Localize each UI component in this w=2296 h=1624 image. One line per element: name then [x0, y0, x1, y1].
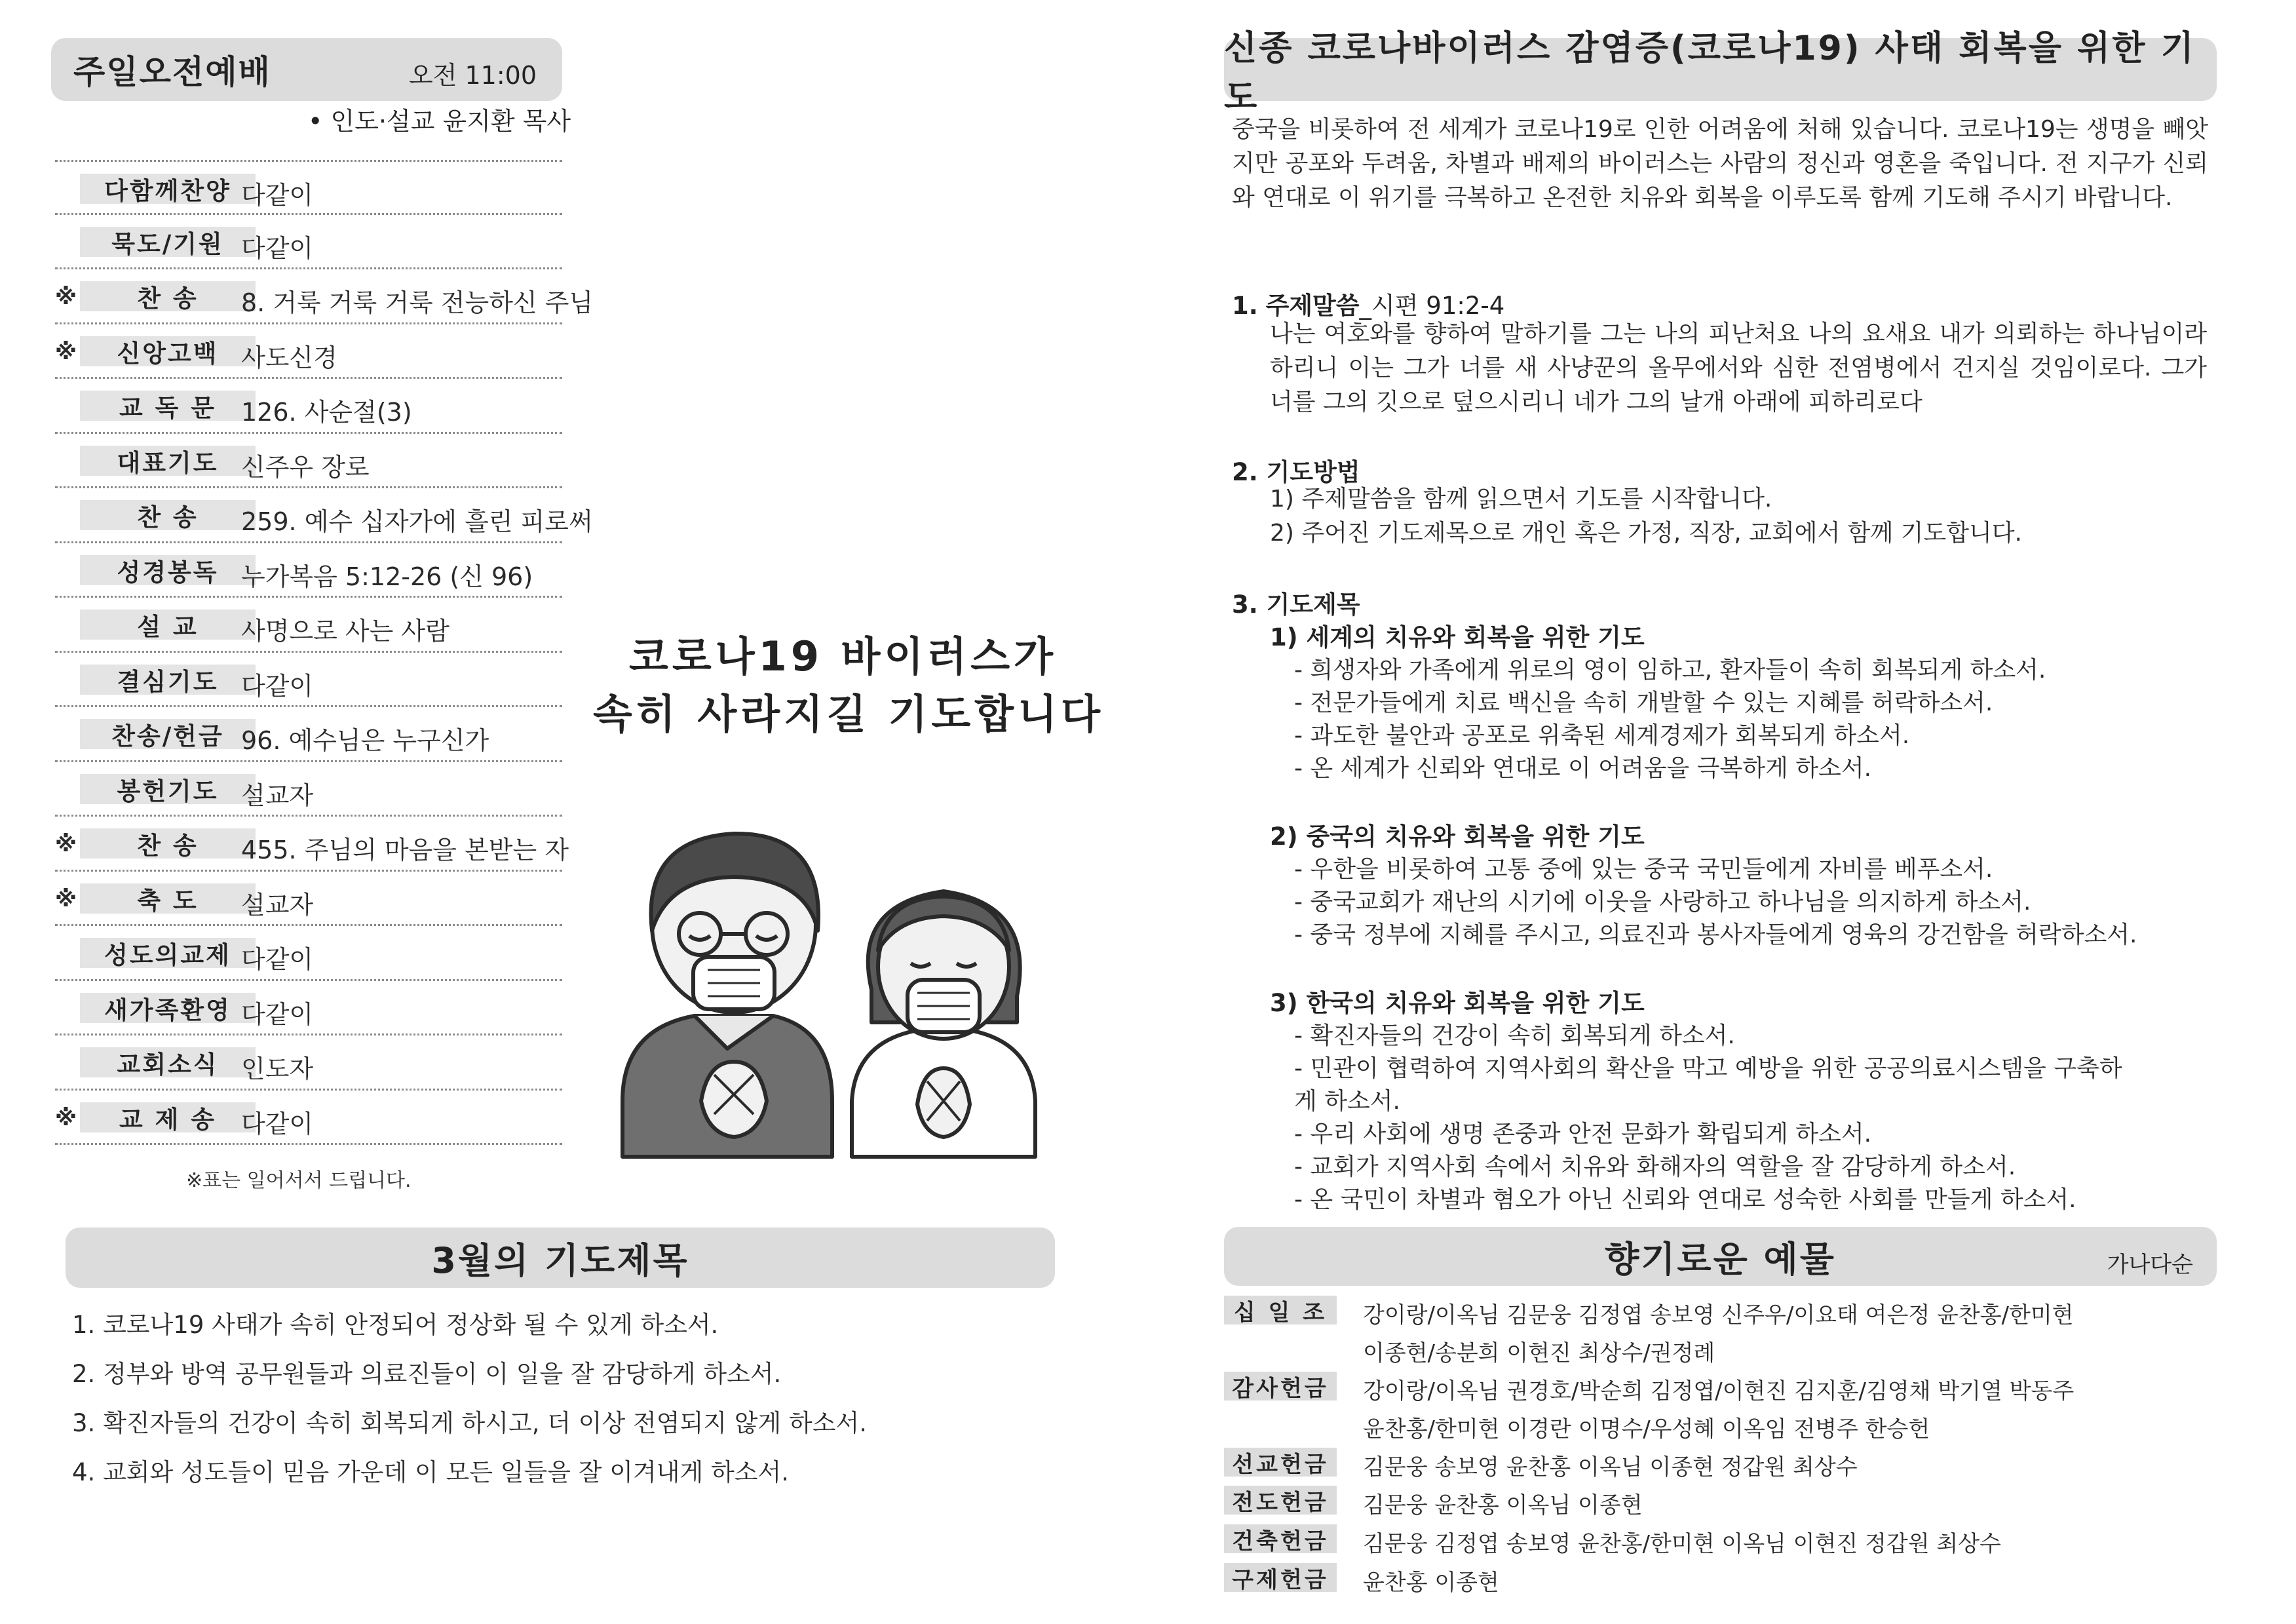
order-label: 봉헌기도 — [80, 774, 256, 804]
offering-label: 구제헌금 — [1224, 1563, 1337, 1592]
order-row — [55, 653, 562, 708]
order-label: 교회소식 — [80, 1047, 256, 1077]
subsection-china: 2) 중국의 치유와 회복을 위한 기도 — [1270, 822, 1645, 851]
standing-mark: ※ — [55, 338, 77, 365]
order-value: 다같이 — [241, 181, 314, 210]
sort-order-note: 가나다순 — [2107, 1252, 2193, 1278]
offering-label: 감사헌금 — [1224, 1372, 1337, 1401]
section-title: 3. 기도제목 — [1232, 590, 1360, 619]
prayer-bullet: - 중국 정부에 지혜를 주시고, 의료진과 봉사자들에게 영육의 강건함을 허락하소서. — [1294, 921, 2137, 948]
order-row — [55, 215, 562, 270]
offering-names: 김문웅 김정엽 송보영 윤찬홍/한미현 이옥님 이현진 정갑원 최상수 — [1363, 1531, 2001, 1557]
order-value: 신주우 장로 — [241, 452, 370, 482]
order-label: 결심기도 — [80, 665, 256, 695]
order-row — [55, 817, 569, 872]
offering-names: 김문웅 윤찬홍 이옥님 이종현 — [1363, 1492, 1643, 1518]
prayer-bullet: - 확진자들의 건강이 속히 회복되게 하소서. — [1294, 1022, 1735, 1049]
order-label: 찬 송 — [80, 828, 256, 859]
order-label: 성도의교제 — [80, 938, 256, 968]
praying-girl — [852, 891, 1035, 1157]
order-label: 다함께찬양 — [80, 174, 256, 204]
order-value: 다같이 — [241, 945, 314, 974]
order-label: 묵도/기원 — [80, 227, 256, 257]
order-label: 찬 송 — [80, 500, 256, 530]
banner-line-2: 속히 사라지길 기도합니다 — [593, 690, 1104, 738]
order-row — [55, 707, 562, 762]
order-row — [55, 872, 562, 927]
list-item: 4. 교회와 성도들이 믿음 가운데 이 모든 일들을 잘 이겨내게 하소서. — [72, 1458, 789, 1486]
standing-note: ※표는 일어서서 드립니다. — [186, 1169, 411, 1192]
prayer-bullet: - 교회가 지역사회 속에서 치유와 화해자의 역할을 잘 감당하게 하소서. — [1294, 1153, 2016, 1180]
order-label: 찬 송 — [80, 281, 256, 311]
prayer-bullet: - 민관이 협력하여 지역사회의 확산을 막고 예방을 위한 공공의료시스템을 구축하 — [1294, 1055, 2122, 1082]
prayer-bullet: - 우한을 비롯하여 고통 중에 있는 중국 국민들에게 자비를 베푸소서. — [1294, 856, 1993, 883]
subsection-korea: 3) 한국의 치유와 회복을 위한 기도 — [1270, 989, 1645, 1017]
scripture-text: 나는 여호와를 향하여 말하기를 그는 나의 피난처요 나의 요새요 내가 의뢰하는 하나님이라 하리니 이는 그가 너를 새 사냥꾼의 올무에서와 심한 전염병에서 건지실 것임이로다. 그가 너를 그의 깃으로 덮으시리니 네가 그의 날개 아래에 피하리로다 — [1270, 320, 2207, 416]
method-item: 2) 주어진 기도제목으로 개인 혹은 가정, 직장, 교회에서 함께 기도합니다. — [1270, 520, 2022, 547]
list-item: 3. 확진자들의 건강이 속히 회복되게 하시고, 더 이상 전염되지 않게 하소서. — [72, 1409, 867, 1437]
offering-names: 윤찬홍/한미현 이경란 이명수/우성혜 이옥임 전병주 한승헌 — [1363, 1416, 1930, 1442]
worship-time: 오전 11:00 — [409, 61, 537, 90]
offering-names: 이종현/송분희 이현진 최상수/권정례 — [1363, 1340, 1715, 1366]
order-label: 신앙고백 — [80, 336, 256, 366]
covid-title-bar — [1224, 29, 2217, 117]
subsection-world: 1) 세계의 치유와 회복을 위한 기도 — [1270, 623, 1645, 651]
covid-intro: 중국을 비롯하여 전 세계가 코로나19로 인한 어려움에 처해 있습니다. 코로나19는 생명을 빼앗지만 공포와 두려움, 차별과 배제의 바이러스는 사람의 정신과 영혼을 죽입니다. 전 지구가 신뢰와 연대로 이 위기를 극복하고 온전한 치유와 회복을 이루도록 함께 기도해 주시기 바랍니다. — [1232, 116, 2208, 211]
order-label: 축 도 — [80, 883, 256, 914]
order-value: 8. 거룩 거룩 거룩 전능하신 주님 — [241, 288, 594, 317]
prayer-bullet: - 희생자와 가족에게 위로의 영이 임하고, 환자들이 속히 회복되게 하소서. — [1294, 657, 2046, 684]
praying-people-illustration — [609, 793, 1048, 1160]
order-value: 96. 예수님은 누구신가 — [241, 726, 489, 755]
order-value: 259. 예수 십자가에 흘린 피로써 — [241, 507, 593, 536]
order-row — [55, 762, 562, 817]
order-value: 다같이 — [241, 999, 314, 1029]
standing-mark: ※ — [55, 1104, 77, 1131]
section-title: 주제말씀 — [1265, 292, 1360, 320]
prayer-bullet: 게 하소서. — [1294, 1088, 1400, 1115]
order-value: 다같이 — [241, 1109, 314, 1138]
method-item: 1) 주제말씀을 함께 읽으면서 기도를 시작합니다. — [1270, 486, 1772, 512]
worship-order-table — [55, 160, 594, 1145]
worship-title: 주일오전예배 — [73, 53, 271, 91]
scripture-reference: _시편 91:2-4 — [1359, 292, 1505, 320]
order-value: 인도자 — [241, 1054, 314, 1083]
prayer-bullet: - 중국교회가 재난의 시기에 이웃을 사랑하고 하나님을 의지하게 하소서. — [1294, 889, 2031, 916]
prayer-bullet: - 우리 사회에 생명 존중과 안전 문화가 확립되게 하소서. — [1294, 1121, 1872, 1148]
order-row — [55, 598, 562, 653]
praying-boy — [622, 834, 832, 1157]
order-value: 다같이 — [241, 671, 314, 701]
march-prayer-list — [72, 1308, 1055, 1505]
order-value: 사명으로 사는 사람 — [241, 617, 450, 646]
order-row — [55, 434, 562, 489]
order-label: 찬송/헌금 — [80, 719, 256, 749]
order-row — [55, 324, 562, 379]
offering-names: 윤찬홍 이종현 — [1363, 1570, 1499, 1596]
order-row — [55, 160, 562, 215]
march-title: 3월의 기도제목 — [431, 1239, 689, 1281]
offering-names: 김문웅 송보영 윤찬홍 이옥님 이종현 정갑원 최상수 — [1363, 1454, 1858, 1480]
order-row — [55, 543, 562, 598]
order-value: 설교자 — [241, 890, 314, 919]
order-row — [55, 926, 562, 981]
prayer-bullet: - 온 국민이 차별과 혐오가 아닌 신뢰와 연대로 성숙한 사회를 만들게 하소서. — [1294, 1186, 2076, 1213]
section-title: 2. 기도방법 — [1232, 458, 1360, 486]
offering-label: 전도헌금 — [1224, 1486, 1337, 1515]
covid-title: 신종 코로나바이러스 감염증(코로나19) 사태 회복을 위한 기도 — [1224, 29, 2196, 117]
offering-names: 강이랑/이옥님 김문웅 김정엽 송보영 신주우/이요태 여은정 윤찬홍/한미현 — [1363, 1302, 2074, 1328]
standing-mark: ※ — [55, 831, 77, 857]
order-value: 455. 주님의 마음을 본받는 자 — [241, 836, 569, 864]
order-row — [55, 1035, 562, 1091]
standing-mark: ※ — [55, 885, 77, 912]
order-label: 새가족환영 — [80, 993, 256, 1023]
order-row — [55, 488, 593, 543]
order-row — [55, 379, 562, 434]
section-1-heading — [1232, 286, 1504, 321]
order-label: 대표기도 — [80, 446, 256, 476]
order-label: 교 독 문 — [80, 391, 256, 421]
offerings-title-bar — [1224, 1227, 2217, 1286]
order-value: 누가복음 5:12-26 (신 96) — [241, 562, 533, 591]
list-item: 1. 코로나19 사태가 속히 안정되어 정상화 될 수 있게 하소서. — [72, 1311, 719, 1339]
section-number: 1. — [1232, 292, 1258, 320]
offering-label: 십 일 조 — [1224, 1296, 1337, 1324]
prayer-bullet: - 온 세계가 신뢰와 연대로 이 어려움을 극복하게 하소서. — [1294, 755, 1872, 782]
worship-title-bar — [51, 38, 562, 101]
order-value: 126. 사순절(3) — [241, 398, 412, 427]
offerings-title: 향기로운 예물 — [1605, 1238, 1836, 1280]
banner-line-1: 코로나19 바이러스가 — [629, 632, 1058, 680]
order-value: 다같이 — [241, 233, 314, 263]
list-item: 2. 정부와 방역 공무원들과 의료진들이 이 일을 잘 감당하게 하소서. — [72, 1360, 782, 1388]
order-row — [55, 1091, 562, 1146]
offering-label: 건축헌금 — [1224, 1524, 1337, 1553]
worship-preacher: • 인도·설교 윤지환 목사 — [308, 107, 571, 136]
offering-label: 선교헌금 — [1224, 1448, 1337, 1477]
section-3-heading — [1232, 585, 1360, 620]
order-label: 설 교 — [80, 609, 256, 640]
standing-mark: ※ — [55, 284, 77, 310]
offering-names: 강이랑/이옥님 권경호/박순희 김정엽/이현진 김지훈/김영채 박기열 박동주 — [1363, 1378, 2075, 1404]
order-label: 성경봉독 — [80, 555, 256, 585]
order-label: 교 제 송 — [80, 1102, 256, 1132]
order-value: 설교자 — [241, 781, 314, 810]
order-row — [55, 269, 594, 324]
prayer-bullet: - 전문가들에게 치료 백신을 속히 개발할 수 있는 지혜를 허락하소서. — [1294, 689, 1993, 716]
order-value: 사도신경 — [241, 343, 337, 372]
march-title-bar — [66, 1228, 1055, 1288]
order-row — [55, 981, 562, 1036]
prayer-bullet: - 과도한 불안과 공포로 위축된 세계경제가 회복되게 하소서. — [1294, 722, 1910, 749]
